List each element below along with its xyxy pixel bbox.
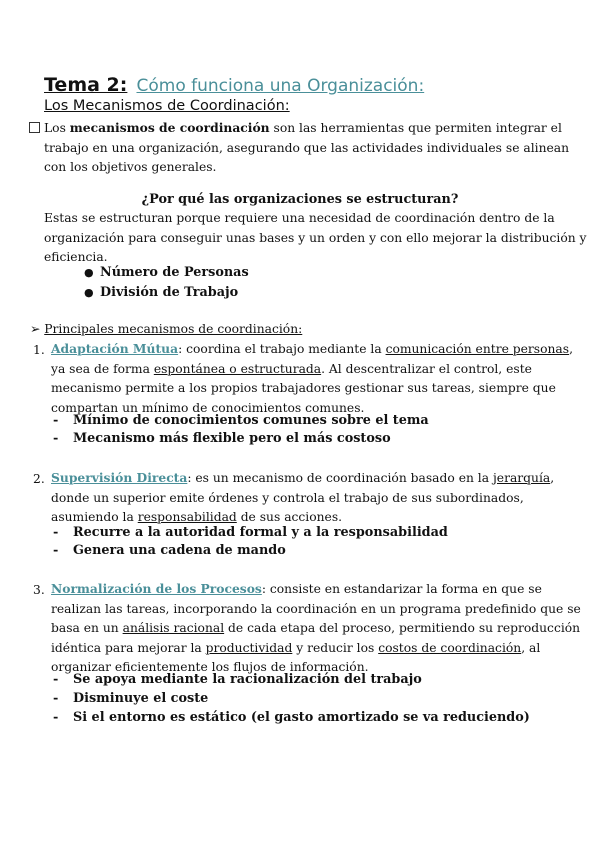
mechanism-name: Normalización de los Procesos [51,581,262,596]
list-item: - Genera una cadena de mando [53,543,286,558]
list-item: - Recurre a la autoridad formal y a la responsabilidad [53,525,448,540]
mechanism-name: Supervisión Directa [51,470,188,485]
title-subtitle: Cómo funciona una Organización: [136,76,425,96]
list-item: ● Número de Personas [84,265,249,280]
intro-paragraph: Los mecanismos de coordinación son las herramientas que permiten integrar el trabajo en una organización, asegurando que las actividades individuales se alinean con los objetivos generales. [44,120,570,174]
list-item: - Mínimo de conocimientos comunes sobre el tema [53,413,429,428]
mechanism-name: Adaptación Mútua [51,341,179,356]
arrow-bullet-icon: ➢ [30,322,41,336]
title-number: Tema 2: [44,74,128,96]
list-item: - Si el entorno es estático (el gasto amortizado se va reduciendo) [53,710,530,725]
item-number: 2. [33,472,45,486]
mechanism-2: Supervisión Directa: es un mecanismo de coordinación basado en la jerarquía, donde un superior emite órdenes y controla el trabajo de sus subordinados, asumiendo la responsabilidad de sus acciones. [51,470,555,524]
checkbox-icon [29,122,40,133]
item-number: 1. [33,343,45,357]
list-item: ● División de Trabajo [84,285,239,300]
question-paragraph: Estas se estructuran porque requiere una necesidad de coordinación dentro de la organización para conseguir unas bases y un orden y con ello mejorar la distribución y eficiencia. [44,211,587,264]
item-number: 3. [33,583,45,597]
question-heading: ¿Por qué las organizaciones se estructuran? [141,192,459,207]
mechanism-3: Normalización de los Procesos: consiste en estandarizar la forma en que se realizan las tareas, incorporando la coordinación en un programa predefinido que se basa en un análisis racional de cada etapa del proceso, permitiendo su reproducción idéntica para mejorar la productividad y reducir los costos de coordinación, al organizar eficientemente los flujos de información. [51,581,581,674]
list-item: - Disminuye el coste [53,691,209,706]
bullet-icon: ● [84,286,94,299]
list-item: - Mecanismo más flexible pero el más costoso [53,431,391,446]
page-title [44,74,424,96]
list-item: - Se apoya mediante la racionalización del trabajo [53,672,422,687]
mechanisms-header: ➢ Principales mecanismos de coordinación: [30,322,303,336]
section-title: Los Mecanismos de Coordinación: [44,98,290,114]
bullet-icon: ● [84,266,94,279]
mechanism-1: Adaptación Mútua: coordina el trabajo mediante la comunicación entre personas, ya sea de forma espontánea o estructurada. Al descentralizar el control, este mecanismo permite a los propios trabajadores gestionar sus tareas, siempre que compartan un mínimo de conocimientos comunes. [51,341,573,415]
